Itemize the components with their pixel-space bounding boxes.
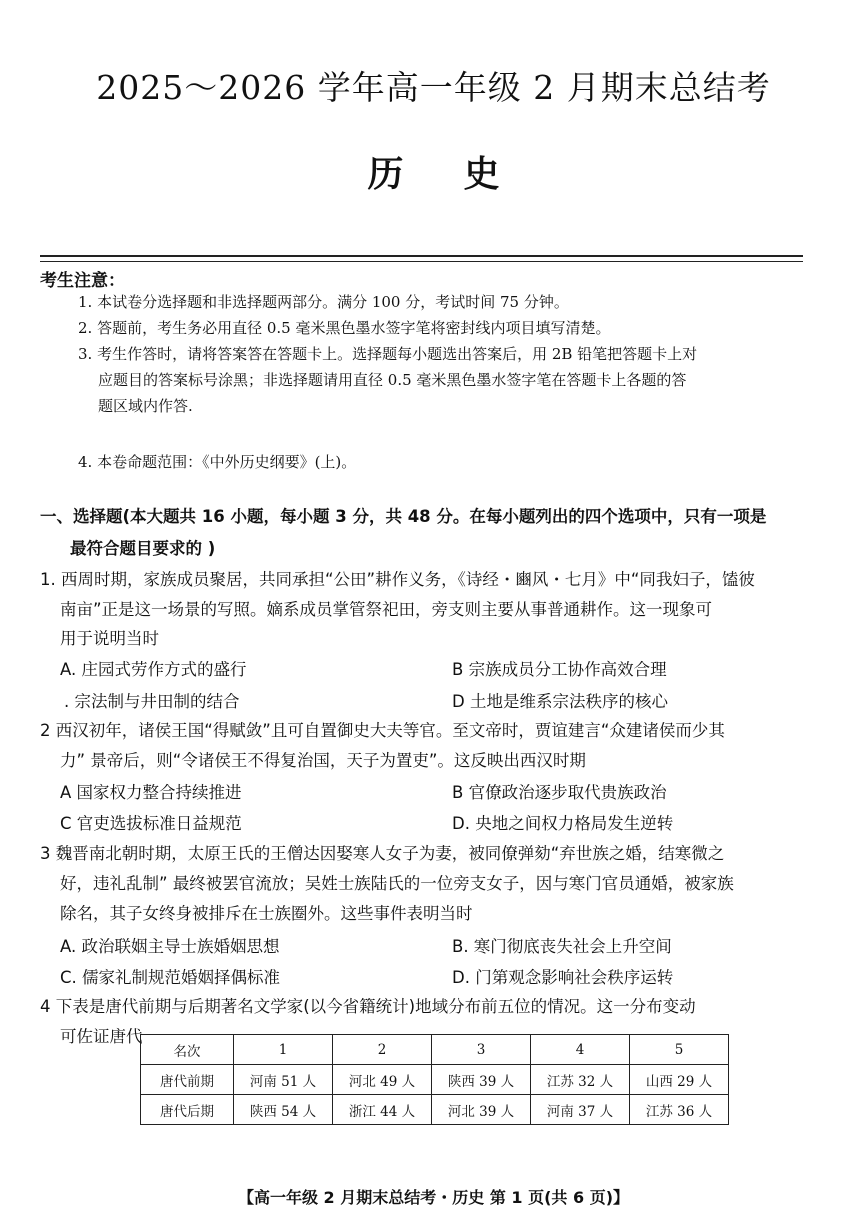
- question-1-option-b: B 宗族成员分工协作高效合理: [452, 660, 667, 679]
- question-2-option-b: B 官僚政治逐步取代贵族政治: [452, 783, 667, 802]
- notice-item: 4. 本卷命题范围：《中外历史纲要》(上)。: [78, 453, 357, 471]
- notice-title: 考生注意：: [40, 271, 125, 291]
- table-cell: 陕西 54 人: [234, 1095, 333, 1125]
- table-header-row: [141, 1035, 729, 1065]
- table-cell: 河北 49 人: [333, 1065, 432, 1095]
- question-3-stem: 3 魏晋南北朝时期，太原王氏的王僧达因娶寒人女子为妻，被同僚弹劾“弃世族之婚，结寒微之: [40, 844, 725, 863]
- notice-item: 1. 本试卷分选择题和非选择题两部分。满分 100 分，考试时间 75 分钟。: [78, 293, 569, 311]
- question-3-option-c: C. 儒家礼制规范婚姻择偶标准: [60, 968, 281, 987]
- header-rule: [40, 255, 803, 257]
- question-1-stem: 1. 西周时期，家族成员聚居，共同承担“公田”耕作义务，《诗经・豳风・七月》中“同我妇子，馌彼: [40, 570, 755, 589]
- question-2-option-a: A 国家权力整合持续推进: [60, 783, 242, 802]
- table-cell: 河南 51 人: [234, 1065, 333, 1095]
- table-row: [141, 1065, 729, 1095]
- section-heading-cont: 最符合题目要求的 ): [70, 539, 216, 558]
- table-cell: 江苏 36 人: [630, 1095, 729, 1125]
- question-2-option-c: C 官吏选拔标准日益规范: [60, 814, 242, 833]
- question-2-option-d: D. 央地之间权力格局发生逆转: [452, 814, 674, 833]
- table-cell: 浙江 44 人: [333, 1095, 432, 1125]
- question-3-option-a: A. 政治联姻主导士族婚姻思想: [60, 937, 280, 956]
- question-2-stem: 力” 景帝后，则“令诸侯王不得复治国，天子为置吏”。这反映出西汉时期: [60, 751, 586, 770]
- question-3-stem: 好，违礼乱制” 最终被罢官流放；吴姓士族陆氏的一位旁支女子，因与寒门官员通婚，被家族: [60, 874, 734, 893]
- question-2-stem: 2 西汉初年，诸侯王国“得赋敛”且可自置御史大夫等官。至文帝时，贾谊建言“众建诸侯而少其: [40, 721, 725, 740]
- table-cell: 山西 29 人: [630, 1065, 729, 1095]
- notice-item: 应题目的答案标号涂黑；非选择题请用直径 0.5 毫米黑色墨水签字笔在答题卡上各题的答: [98, 371, 687, 389]
- question-1-stem: 用于说明当时: [60, 629, 159, 648]
- table-row: [141, 1095, 729, 1125]
- question-3-option-d: D. 门第观念影响社会秩序运转: [452, 968, 674, 987]
- table-cell: 陕西 39 人: [432, 1065, 531, 1095]
- question-3-option-b: B. 寒门彻底丧失社会上升空间: [452, 937, 672, 956]
- table-cell: 唐代后期: [141, 1095, 234, 1125]
- table-header-cell: 5: [630, 1035, 729, 1065]
- question-1-option-d: D 土地是维系宗法秩序的核心: [452, 692, 668, 711]
- table-header-cell: 1: [234, 1035, 333, 1065]
- question-4-stem: 4 下表是唐代前期与后期著名文学家(以今省籍统计)地域分布前五位的情况。这一分布变动: [40, 997, 696, 1016]
- question-4-stem: 可佐证唐代: [60, 1027, 143, 1046]
- question-1-option-a: A. 庄园式劳作方式的盛行: [60, 660, 247, 679]
- question-1-option-c: . 宗法制与井田制的结合: [64, 692, 240, 711]
- section-heading: 一、选择题(本大题共 16 小题，每小题 3 分，共 48 分。在每小题列出的四个选项中，只有一项是: [40, 507, 767, 526]
- table-header-cell: 2: [333, 1035, 432, 1065]
- question-3-stem: 除名，其子女终身被排斥在士族圈外。这些事件表明当时: [60, 904, 473, 923]
- table-header-cell: 4: [531, 1035, 630, 1065]
- notice-item: 2. 答题前，考生务必用直径 0.5 毫米黑色墨水签字笔将密封线内项目填写清楚。: [78, 319, 611, 337]
- notice-item: 题区域内作答.: [98, 397, 193, 415]
- table-cell: 河北 39 人: [432, 1095, 531, 1125]
- header-rule-thin: [40, 261, 803, 262]
- question-1-stem: 南亩”正是这一场景的写照。嫡系成员掌管祭祀田，旁支则主要从事普通耕作。这一现象可: [60, 600, 713, 619]
- table-header-cell: 3: [432, 1035, 531, 1065]
- table-cell: 唐代前期: [141, 1065, 234, 1095]
- notice-item: 3. 考生作答时，请将答案答在答题卡上。选择题每小题选出答案后，用 2B 铅笔把答题卡上对: [78, 345, 698, 363]
- table-cell: 江苏 32 人: [531, 1065, 630, 1095]
- table-cell: 河南 37 人: [531, 1095, 630, 1125]
- page-footer: 【高一年级 2 月期末总结考・历史 第 1 页(共 6 页)】: [237, 1188, 630, 1207]
- subject-title: 历史: [367, 153, 560, 195]
- writers-distribution-table: [140, 1034, 729, 1125]
- exam-title: 2025～2026 学年高一年级 2 月期末总结考: [96, 68, 771, 107]
- table-header-cell: 名次: [141, 1035, 234, 1065]
